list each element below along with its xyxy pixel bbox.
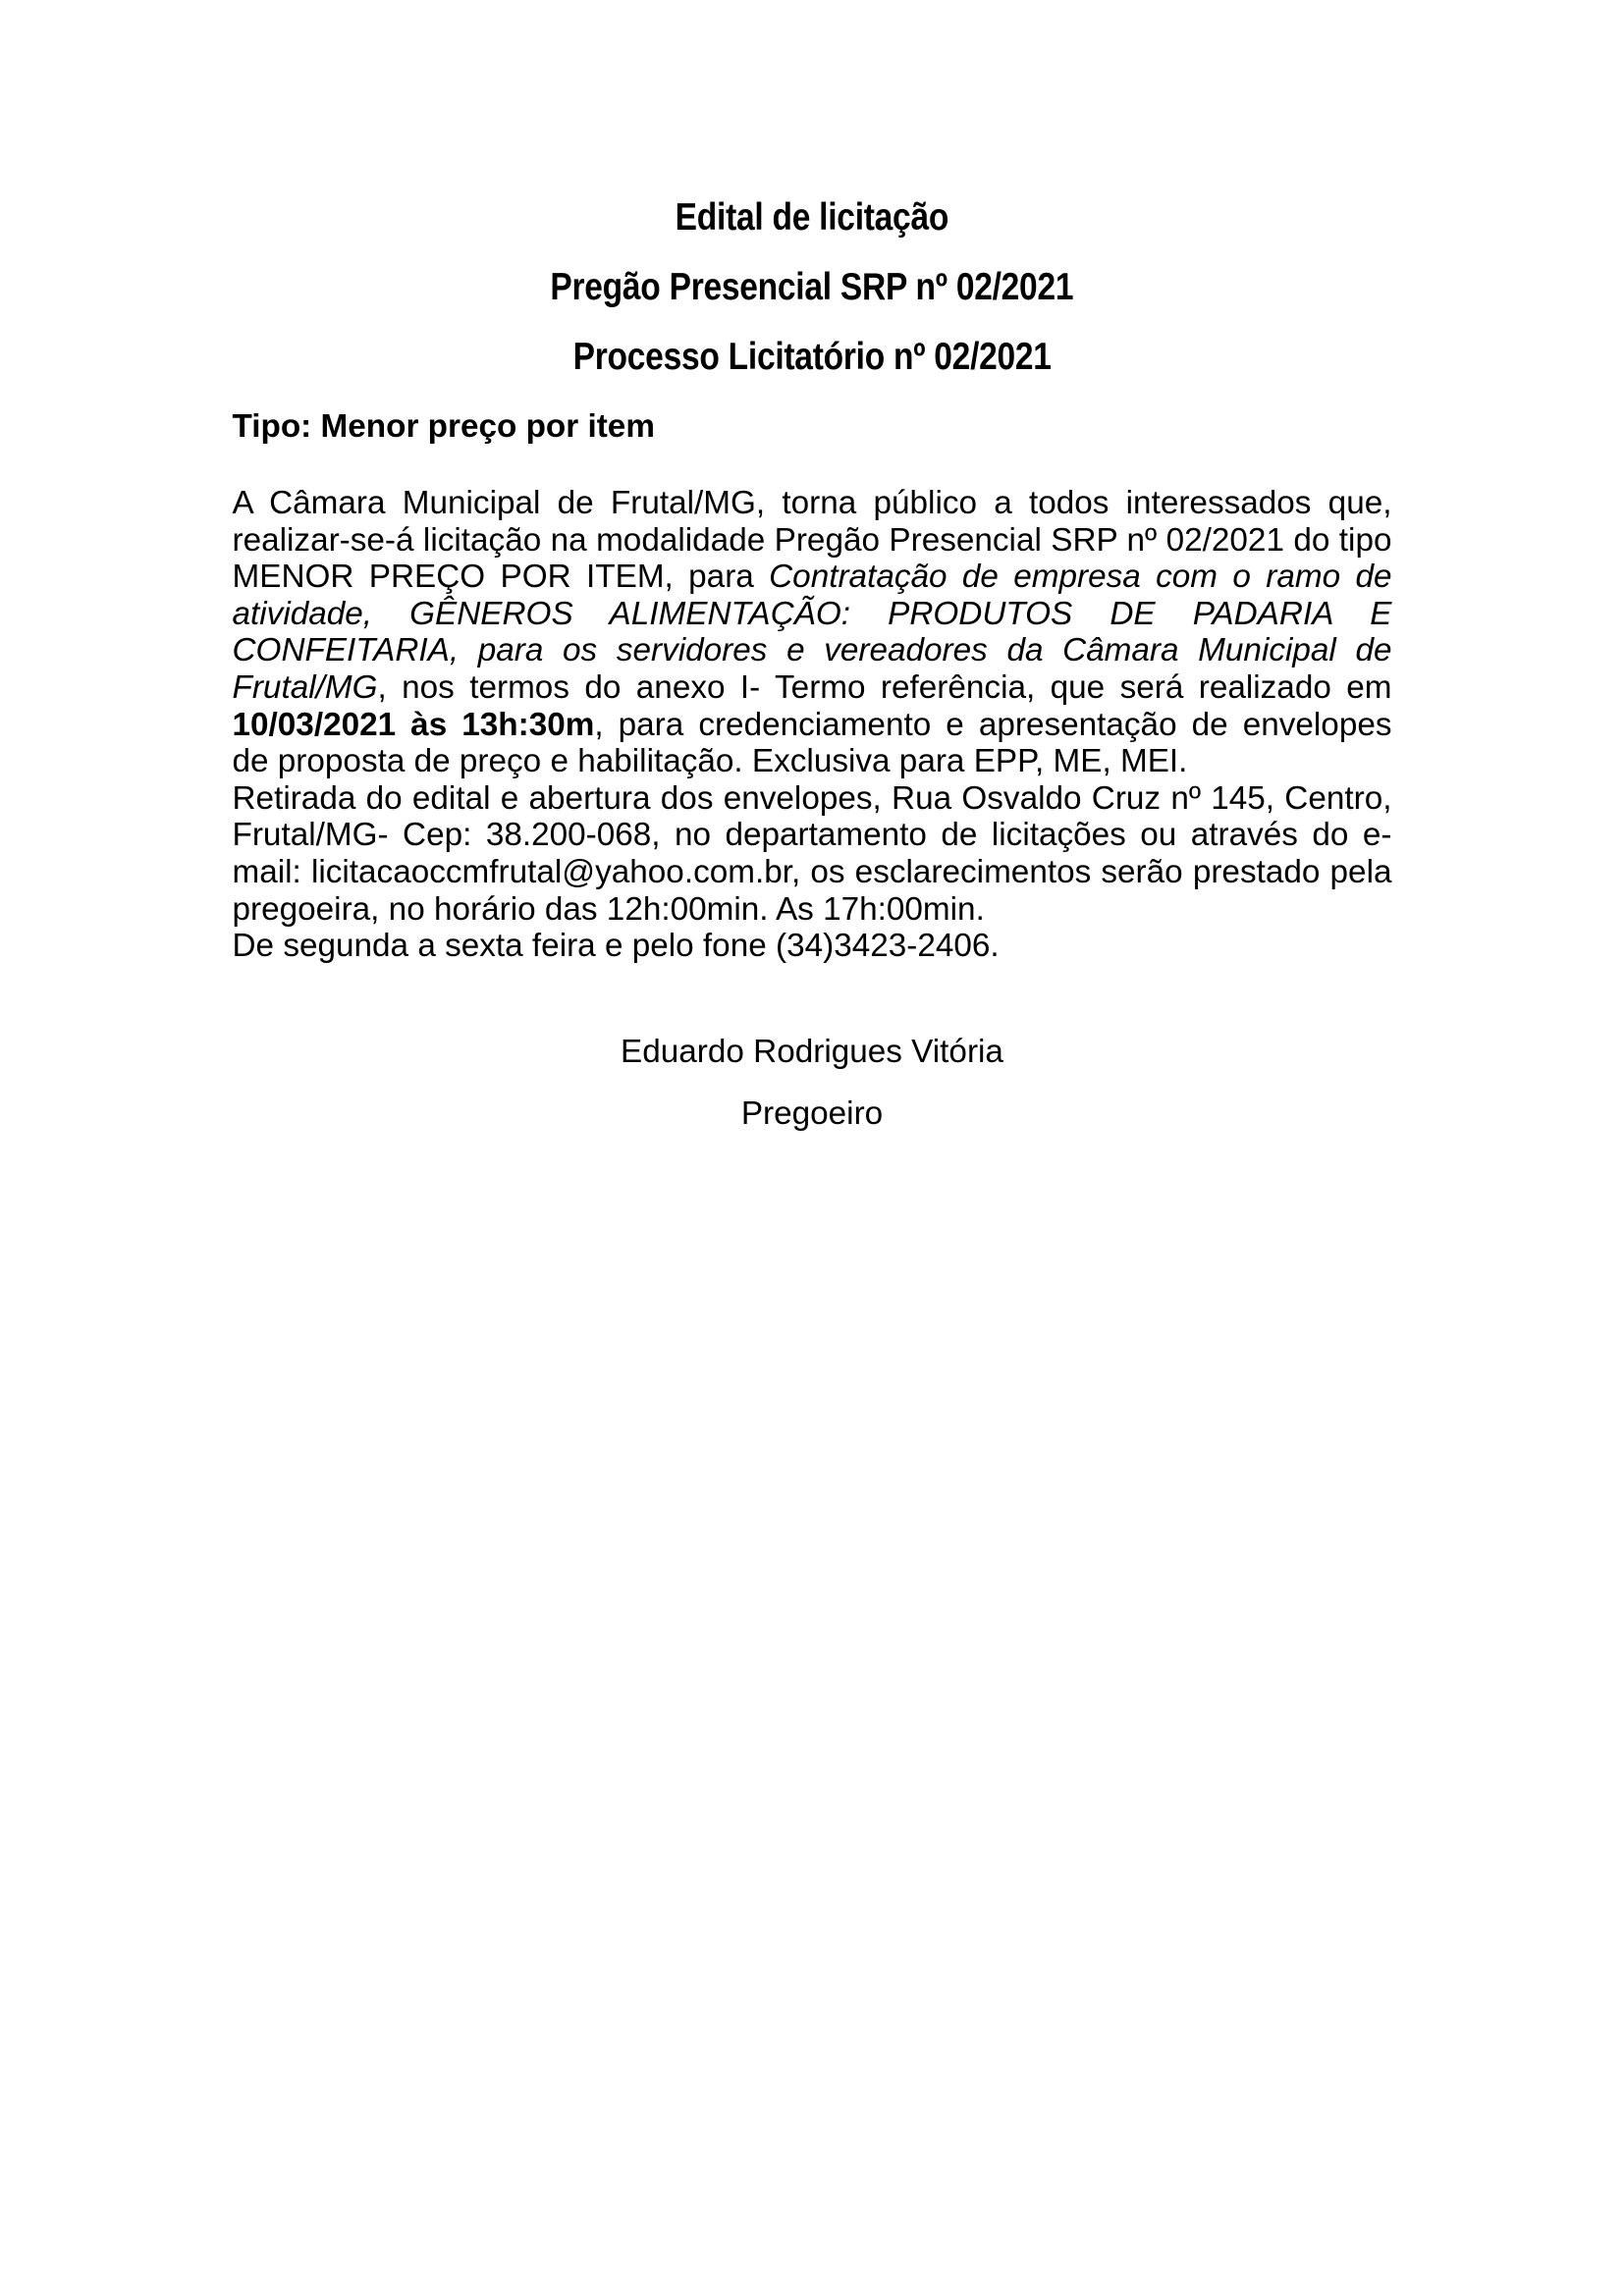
document-subtitle-pregao-text: Pregão Presencial SRP nº 02/2021 <box>550 266 1074 308</box>
signature-role: Pregoeiro <box>740 1095 884 1132</box>
paragraph <box>233 780 1392 928</box>
text-run-bold: 10/03/2021 às 13h:30m <box>232 706 595 743</box>
document-title <box>233 195 1392 240</box>
document-subtitle-pregao <box>233 265 1392 309</box>
text-run-normal: Retirada do edital e abertura dos envelopes, Rua Osvaldo Cruz nº 145, Centro, Frutal/MG- Cep: 38.200-068, no departamento de licitações ou através do e-mail: licitacaoccmfrutal@yahoo.com.br, os esclarecimentos serão prestado pela pregoeira, no horário das 12h:00min. As 17h:00min. <box>232 779 1392 928</box>
document-subtitle-processo <box>233 335 1392 379</box>
text-run-normal: , para credenciamento e apresentação de envelopes de proposta de preço e habilitação. Exclusiva para EPP, ME, MEI. <box>232 706 1392 780</box>
text-run-italic: Contratação de empresa com o ramo de atividade, GÊNEROS ALIMENTAÇÃO: PRODUTOS DE PADARIA E CONFEITARIA, para os servidores e vereadores da Câmara Municipal de Frutal/MG <box>232 559 1392 706</box>
document-body <box>233 485 1392 965</box>
text-run-normal: , nos termos do anexo I- Termo referência, que será realizado em <box>377 668 1392 706</box>
document-subtitle-processo-text: Processo Licitatório nº 02/2021 <box>572 336 1052 378</box>
paragraph <box>233 928 1392 965</box>
text-run-normal: A Câmara Municipal de Frutal/MG, torna público a todos interessados que, realizar-se-á licitação na modalidade Pregão Presencial SRP nº 02/2021 do tipo MENOR PREÇO POR ITEM, para <box>232 485 1392 596</box>
paragraph <box>233 485 1392 780</box>
text-run-normal: De segunda a sexta feira e pelo fone (34)3423-2406. <box>232 928 1000 965</box>
document-type-line: Tipo: Menor preço por item <box>232 408 655 445</box>
document-content <box>233 0 1392 1133</box>
signature-name: Eduardo Rodrigues Vitória <box>621 1033 1003 1070</box>
document-title-text: Edital de licitação <box>675 196 949 239</box>
